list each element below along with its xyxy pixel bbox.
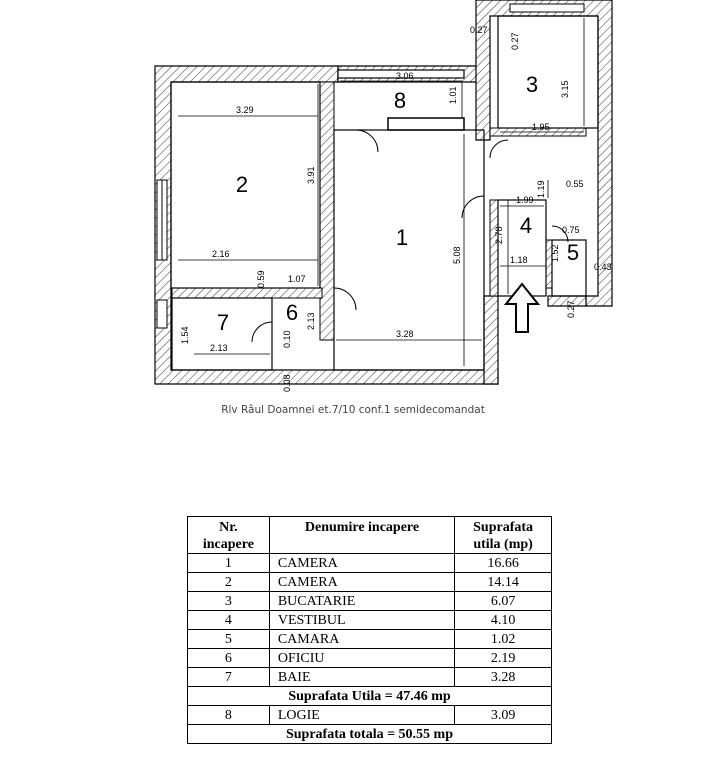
table-row — [188, 554, 552, 573]
dim-3-28: 3.28 — [396, 329, 414, 339]
cell-area: 4.10 — [455, 611, 552, 630]
room-1-label: 1 — [395, 225, 409, 250]
cell-name: OFICIU — [269, 649, 454, 668]
dim-1-18: 1.18 — [510, 255, 528, 265]
table-row — [188, 573, 552, 592]
dim-2-13-bottom: 2.13 — [210, 343, 228, 353]
table-header-row — [188, 517, 552, 554]
cell-nr: 8 — [188, 706, 270, 725]
cell-area: 6.07 — [455, 592, 552, 611]
total-cell: Suprafata totala = 50.55 mp — [188, 725, 552, 744]
cell-nr: 1 — [188, 554, 270, 573]
table-row — [188, 706, 552, 725]
dim-2-13-vertical: 2.13 — [306, 312, 316, 330]
cell-area: 16.66 — [455, 554, 552, 573]
table-row — [188, 592, 552, 611]
dim-3-91: 3.91 — [306, 166, 316, 184]
cell-name: CAMARA — [269, 630, 454, 649]
dim-1-99: 1.99 — [516, 195, 534, 205]
cell-area: 3.09 — [455, 706, 552, 725]
dim-0-08: 0.08 — [282, 374, 292, 392]
dim-1-52: 1.52 — [550, 244, 560, 262]
room-2-label: 2 — [235, 172, 249, 197]
cell-name: BAIE — [269, 668, 454, 687]
dim-1-07: 1.07 — [288, 274, 306, 284]
plan-caption: Rlv Râul Doamnei et.7/10 conf.1 semidecomandat — [221, 404, 485, 416]
room-8-label: 8 — [393, 88, 407, 113]
cell-name: CAMERA — [269, 573, 454, 592]
cell-name: VESTIBUL — [269, 611, 454, 630]
dim-0-55: 0.55 — [566, 179, 584, 189]
dim-0-75: 0.75 — [562, 225, 580, 235]
dim-0-27-mid: 0.27 — [510, 32, 520, 50]
dim-0-27-bottom: 0.27 — [566, 300, 576, 318]
dim-0-43: 0.43 — [594, 262, 612, 272]
dim-0-10: 0.10 — [282, 330, 292, 348]
dim-0-59: 0.59 — [256, 270, 266, 288]
cell-nr: 7 — [188, 668, 270, 687]
header-name: Denumire incapere — [269, 517, 454, 554]
area-table — [187, 516, 552, 744]
table-row — [188, 611, 552, 630]
table-row — [188, 668, 552, 687]
cell-nr: 3 — [188, 592, 270, 611]
dim-1-19: 1.19 — [536, 180, 546, 198]
header-area: Suprafata utila (mp) — [455, 517, 552, 554]
dim-2-78: 2.78 — [494, 226, 504, 244]
dim-0-27-top: 0.27 — [470, 25, 488, 35]
dim-1-01: 1.01 — [448, 86, 458, 104]
cell-area: 3.28 — [455, 668, 552, 687]
subtotal-cell: Suprafata Utila = 47.46 mp — [188, 687, 552, 706]
dim-5-08: 5.08 — [452, 246, 462, 264]
cell-nr: 4 — [188, 611, 270, 630]
cell-nr: 2 — [188, 573, 270, 592]
table-row — [188, 630, 552, 649]
dim-1-54: 1.54 — [180, 326, 190, 344]
cell-area: 14.14 — [455, 573, 552, 592]
room-4-label: 4 — [519, 213, 533, 238]
room-7-label: 7 — [216, 310, 230, 335]
cell-nr: 6 — [188, 649, 270, 668]
total-row — [188, 725, 552, 744]
cell-name: CAMERA — [269, 554, 454, 573]
cell-name: LOGIE — [269, 706, 454, 725]
windows — [157, 4, 584, 328]
cell-area: 1.02 — [455, 630, 552, 649]
entrance-arrow-icon — [506, 284, 538, 332]
room-6-label: 6 — [285, 300, 299, 325]
dim-2-16: 2.16 — [212, 249, 230, 259]
dim-3-29: 3.29 — [236, 105, 254, 115]
dim-3-15: 3.15 — [560, 80, 570, 98]
dim-1-95: 1.95 — [532, 122, 550, 132]
dim-3-06: 3.06 — [396, 71, 414, 81]
header-nr: Nr. incapere — [188, 517, 270, 554]
subtotal-row — [188, 687, 552, 706]
table-row — [188, 649, 552, 668]
cell-area: 2.19 — [455, 649, 552, 668]
room-3-label: 3 — [525, 72, 539, 97]
room-5-label: 5 — [566, 240, 580, 265]
cell-name: BUCATARIE — [269, 592, 454, 611]
cell-nr: 5 — [188, 630, 270, 649]
